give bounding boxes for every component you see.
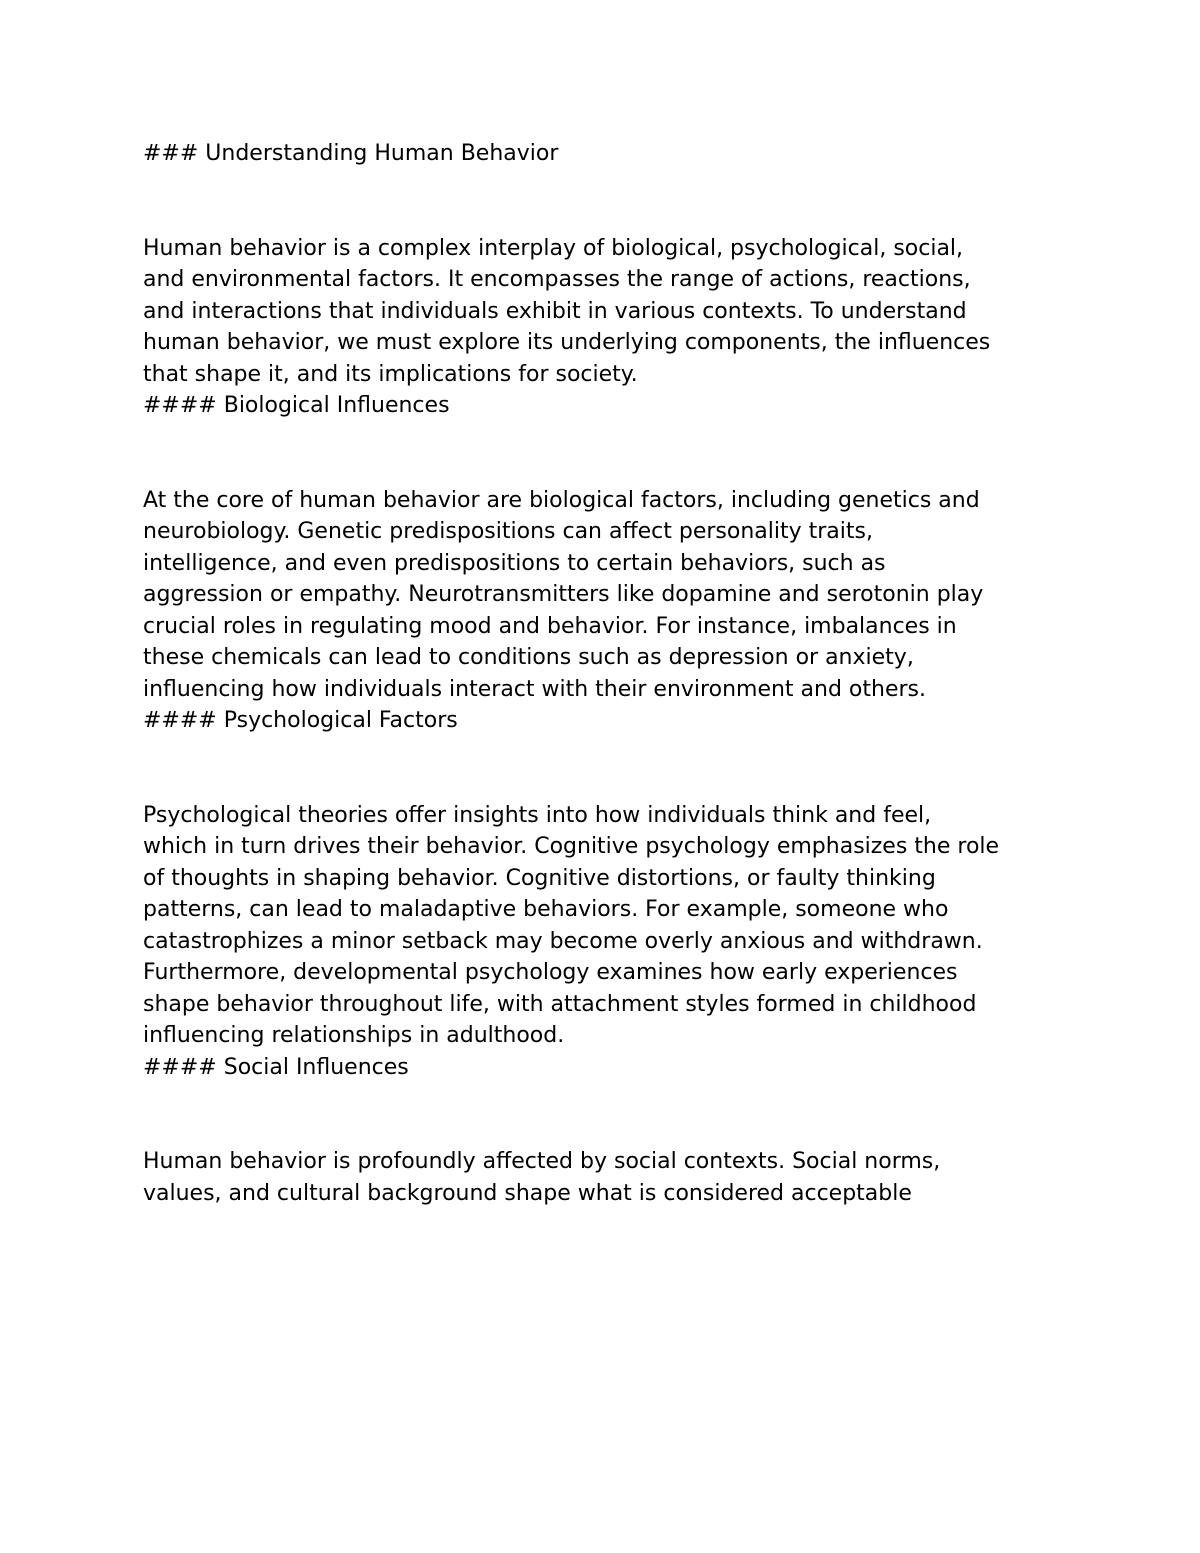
paragraph-line: Psychological theories offer insights into how individuals think and feel, xyxy=(143,802,932,828)
paragraph-line: Human behavior is profoundly affected by social contexts. Social norms, xyxy=(143,1149,941,1174)
paragraph-line: crucial roles in regulating mood and behavior. For instance, imbalances in xyxy=(143,613,957,639)
intro-paragraph xyxy=(143,233,1073,391)
biological-paragraph xyxy=(143,485,1073,706)
social-paragraph xyxy=(143,1146,1073,1209)
paragraph-line: Furthermore, developmental psychology examines how early experiences xyxy=(143,960,958,985)
paragraph-line: values, and cultural background shape what is considered acceptable xyxy=(143,1180,912,1206)
section-heading-biological: #### Biological Influences xyxy=(143,393,450,418)
paragraph-line: aggression or empathy. Neurotransmitters like dopamine and serotonin play xyxy=(143,582,984,607)
paragraph-line: which in turn drives their behavior. Cognitive psychology emphasizes the role xyxy=(143,834,1000,859)
paragraph-line: intelligence, and even predispositions to certain behaviors, such as xyxy=(143,550,886,576)
paragraph-line: shape behavior throughout life, with attachment styles formed in childhood xyxy=(143,991,977,1017)
paragraph-line: and interactions that individuals exhibit in various contexts. To understand xyxy=(143,298,967,324)
section-heading-social: #### Social Influences xyxy=(143,1054,409,1080)
paragraph-line: catastrophizes a minor setback may become overly anxious and withdrawn. xyxy=(143,928,983,954)
paragraph-line: influencing how individuals interact with their environment and others. xyxy=(143,676,926,702)
paragraph-line: human behavior, we must explore its underlying components, the influences xyxy=(143,330,991,355)
paragraph-line: Human behavior is a complex interplay of biological, psychological, social, xyxy=(143,235,964,261)
paragraph-line: and environmental factors. It encompasses the range of actions, reactions, xyxy=(143,267,971,292)
paragraph-line: of thoughts in shaping behavior. Cognitive distortions, or faulty thinking xyxy=(143,865,936,891)
document-title: ### Understanding Human Behavior xyxy=(143,141,559,166)
paragraph-line: these chemicals can lead to conditions such as depression or anxiety, xyxy=(143,645,914,670)
paragraph-line: neurobiology. Genetic predispositions can affect personality traits, xyxy=(143,519,873,544)
paragraph-line: influencing relationships in adulthood. xyxy=(143,1023,565,1048)
paragraph-line: patterns, can lead to maladaptive behaviors. For example, someone who xyxy=(143,897,949,922)
paragraph-line: At the core of human behavior are biological factors, including genetics and xyxy=(143,487,980,513)
psychological-paragraph xyxy=(143,800,1073,1052)
paragraph-line: that shape it, and its implications for society. xyxy=(143,361,638,387)
section-heading-psychological: #### Psychological Factors xyxy=(143,708,458,733)
document-body xyxy=(143,138,1073,1209)
